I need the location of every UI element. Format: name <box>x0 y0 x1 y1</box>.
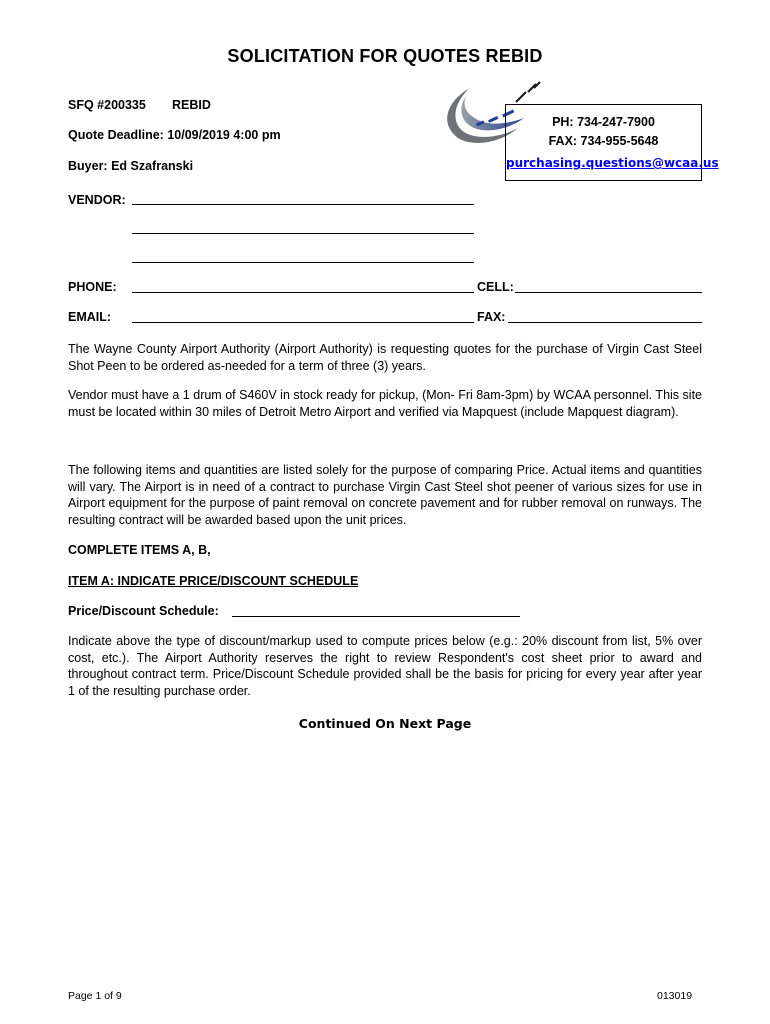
phone-label: PHONE: <box>68 280 117 294</box>
email-label: EMAIL: <box>68 310 112 324</box>
phone-line[interactable] <box>132 292 474 293</box>
page-title: SOLICITATION FOR QUOTES REBID <box>227 46 543 66</box>
sfq-number: SFQ #200335 <box>68 98 146 112</box>
cell-label: CELL: <box>477 280 514 294</box>
vendor-label: VENDOR: <box>68 193 126 207</box>
price-schedule-line[interactable] <box>232 616 520 617</box>
item-a-heading: ITEM A: INDICATE PRICE/DISCOUNT SCHEDULE <box>68 574 359 588</box>
price-schedule-label: Price/Discount Schedule: <box>68 604 219 618</box>
document-code: 013019 <box>657 990 693 1002</box>
page-number: Page 1 of 9 <box>68 990 122 1002</box>
quote-deadline: Quote Deadline: 10/09/2019 4:00 pm <box>68 128 281 142</box>
complete-items-heading: COMPLETE ITEMS A, B, <box>68 543 211 557</box>
continued-note: Continued On Next Page <box>298 716 472 731</box>
vendor-line-3[interactable] <box>132 262 474 263</box>
fax-label: FAX: <box>477 310 506 324</box>
vendor-line-1[interactable] <box>132 204 474 205</box>
discount-paragraph: Indicate above the type of discount/markup used to compute prices below (e.g.: 20% discount from list, 5% over cost, etc.). The Airport Authority reserves the right to review Respondent's cost sheet prior to award and throughout contract term. Price/Discount Schedule provided shall be the basis for pricing for every year after year 1 of the resulting purchase order. <box>68 634 702 698</box>
cell-line[interactable] <box>515 292 702 293</box>
rebid-label: REBID <box>172 98 211 112</box>
vendor-requirement-paragraph: Vendor must have a 1 drum of S460V in stock ready for pickup, (Mon- Fri 8am-3pm) by WCAA personnel. This site must be located within 30 miles of Detroit Metro Airport and verified via Mapquest (include Mapquest diagram). <box>68 388 702 419</box>
contact-fax: FAX: 734-955-5648 <box>548 134 659 148</box>
email-line[interactable] <box>132 322 474 323</box>
items-paragraph: The following items and quantities are listed solely for the purpose of comparing Price. Actual items and quantities will vary. The Airport is in need of a contract to purchase Virgin Cast Steel shot peener of various sizes for use in Airport equipment for the purpose of paint removal on concrete pavement and for rubber removal on runways. The resulting contract will be awarded based upon the unit prices. <box>68 463 702 527</box>
contact-phone: PH: 734-247-7900 <box>552 115 655 129</box>
buyer-name: Buyer: Ed Szafranski <box>68 159 194 173</box>
vendor-line-2[interactable] <box>132 233 474 234</box>
purchasing-email-link[interactable]: purchasing.questions@wcaa.us <box>506 156 719 170</box>
fax-line[interactable] <box>508 322 702 323</box>
contact-box <box>505 104 719 181</box>
intro-paragraph: The Wayne County Airport Authority (Airport Authority) is requesting quotes for the purchase of Virgin Cast Steel Shot Peen to be ordered as-needed for a term of three (3) years. <box>68 342 702 373</box>
